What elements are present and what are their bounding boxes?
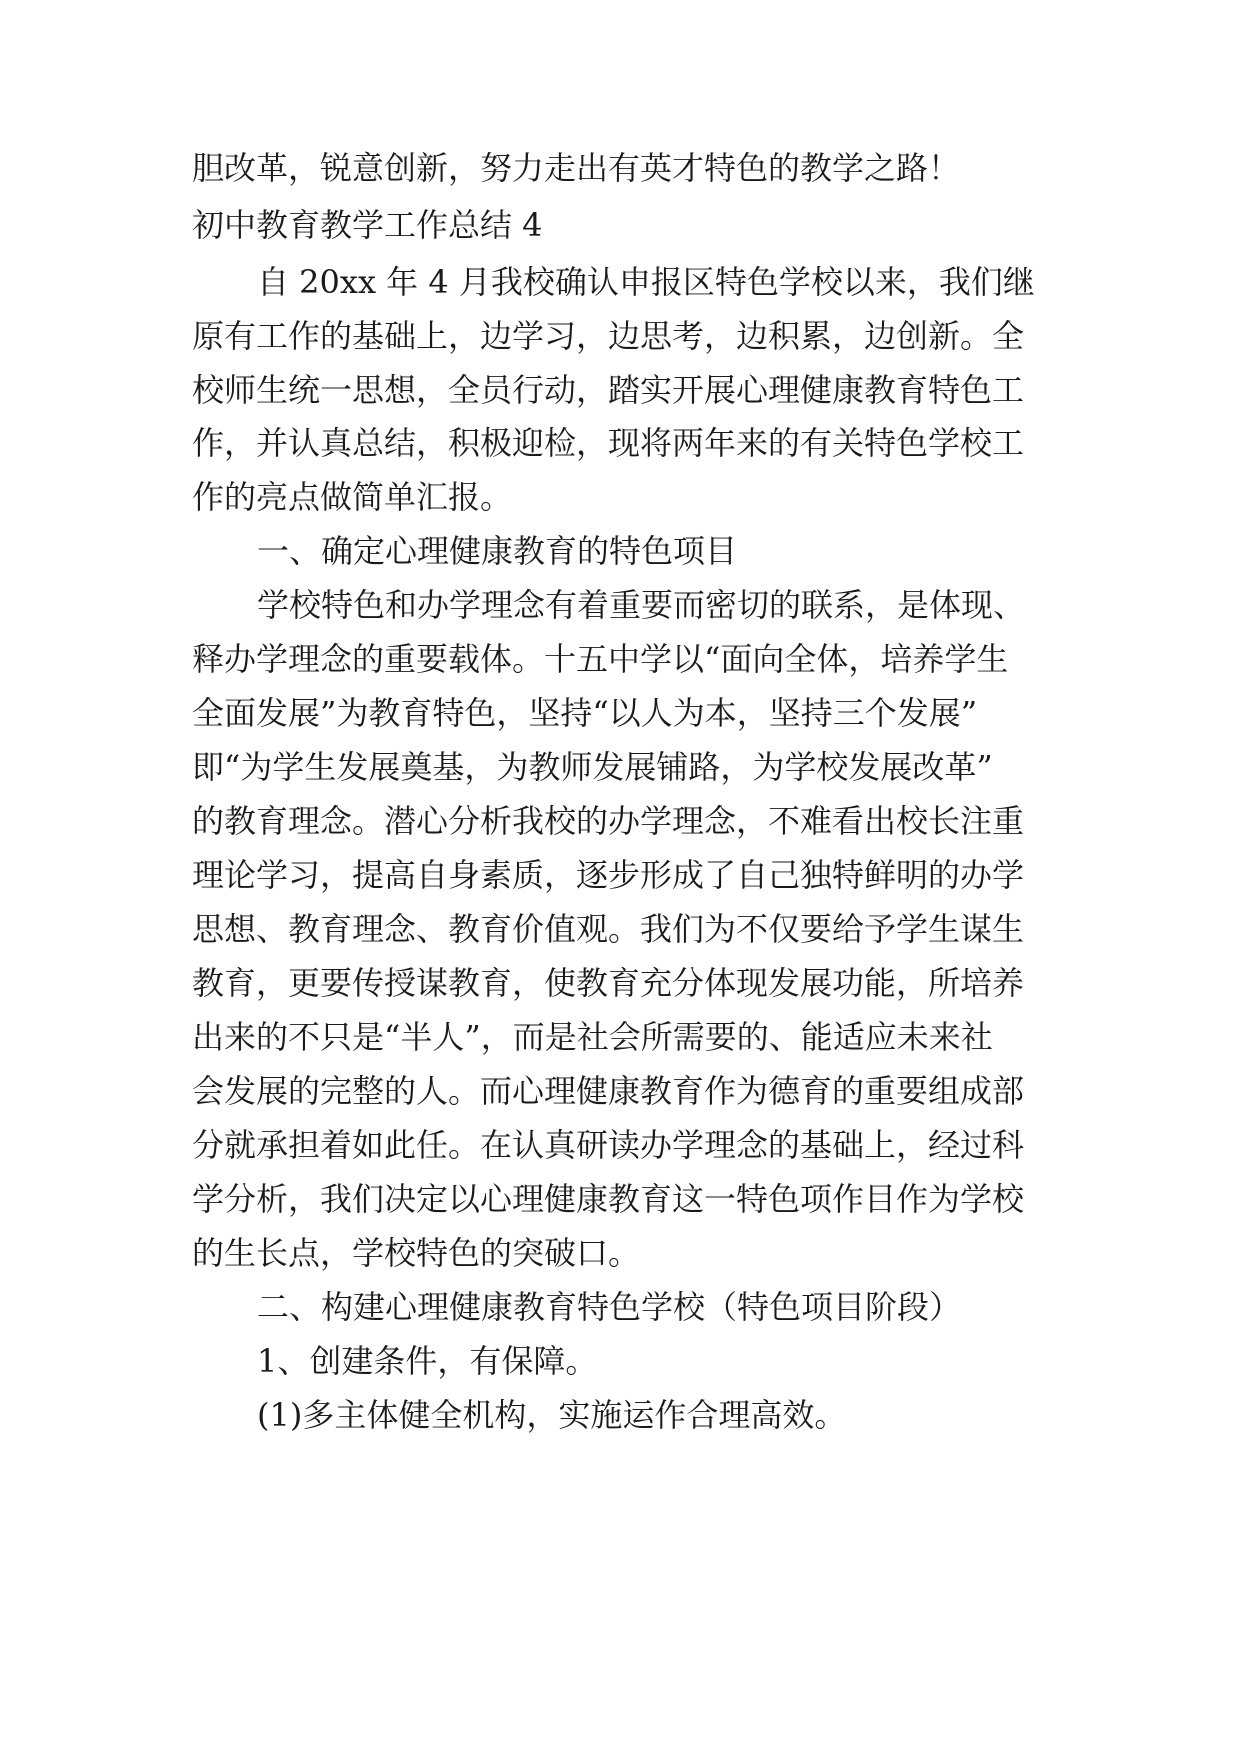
paragraph-line: 的生长点，学校特色的突破口。 — [192, 1234, 641, 1272]
paragraph-line: 的教育理念。潜心分析我校的办学理念，不难看出校长注重 — [192, 802, 1025, 840]
list-item: (1)多主体健全机构，实施运作合理高效。 — [257, 1396, 847, 1434]
subheading-two: 二、构建心理健康教育特色学校（特色项目阶段） — [257, 1288, 962, 1326]
list-item: 1、创建条件，有保障。 — [257, 1342, 598, 1380]
paragraph-line: 释办学理念的重要载体。十五中学以“面向全体，培养学生 — [192, 640, 1009, 678]
paragraph-line: 原有工作的基础上，边学习，边思考，边积累，边创新。全 — [192, 317, 1025, 355]
subheading-one: 一、确定心理健康教育的特色项目 — [257, 532, 738, 570]
paragraph-line: 学分析，我们决定以心理健康教育这一特色项作目作为学校 — [192, 1180, 1025, 1218]
paragraph-line: 作的亮点做简单汇报。 — [192, 478, 513, 516]
paragraph-line: 自 20xx 年 4 月我校确认申报区特色学校以来，我们继 — [257, 263, 1035, 301]
paragraph-line: 理论学习，提高自身素质，逐步形成了自己独特鲜明的办学 — [192, 856, 1025, 894]
paragraph-line: 即“为学生发展奠基，为教师发展铺路，为学校发展改革” — [192, 748, 993, 786]
text-line: 胆改革，锐意创新，努力走出有英才特色的教学之路！ — [192, 149, 961, 187]
paragraph-line: 教育，更要传授谋教育，使教育充分体现发展功能，所培养 — [192, 964, 1025, 1002]
section-heading: 初中教育教学工作总结 4 — [192, 206, 543, 244]
paragraph-line: 作，并认真总结，积极迎检，现将两年来的有关特色学校工 — [192, 424, 1025, 462]
paragraph-line: 分就承担着如此任。在认真研读办学理念的基础上，经过科 — [192, 1126, 1025, 1164]
paragraph-line: 出来的不只是“半人”，而是社会所需要的、能适应未来社 — [192, 1018, 993, 1056]
paragraph-line: 会发展的完整的人。而心理健康教育作为德育的重要组成部 — [192, 1072, 1025, 1110]
paragraph-line: 学校特色和办学理念有着重要而密切的联系，是体现、 — [257, 586, 1026, 624]
paragraph-line: 校师生统一思想，全员行动，踏实开展心理健康教育特色工 — [192, 371, 1025, 409]
paragraph-line: 全面发展”为教育特色，坚持“以人为本，坚持三个发展” — [192, 694, 978, 732]
paragraph-line: 思想、教育理念、教育价值观。我们为不仅要给予学生谋生 — [192, 910, 1025, 948]
